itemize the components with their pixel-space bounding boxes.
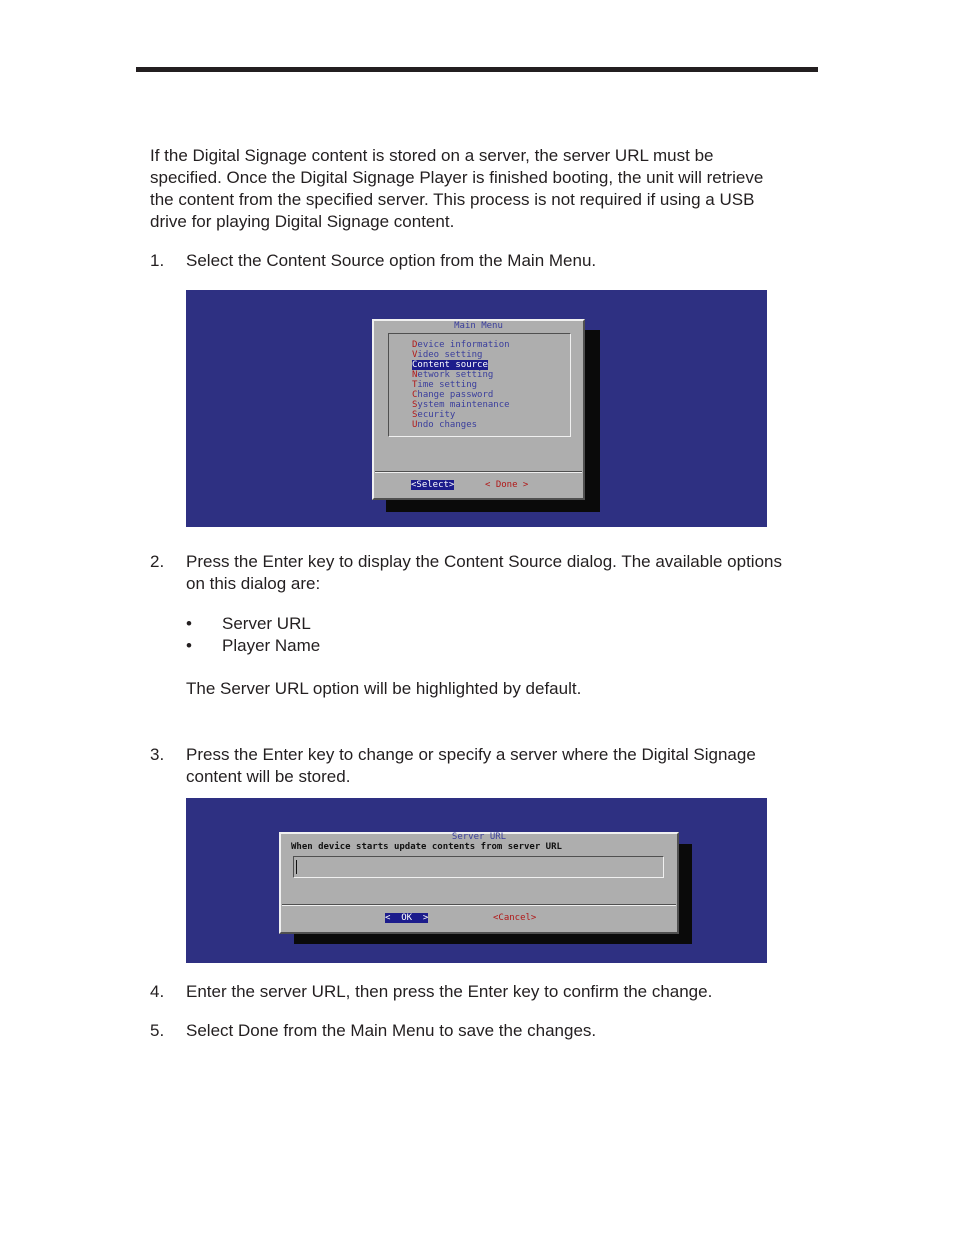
step-5-number: 5.: [150, 1021, 165, 1040]
button-separator: [282, 904, 676, 906]
header-rule: [136, 67, 818, 72]
step-1-text: Select the Content Source option from the Main Menu.: [186, 251, 597, 270]
intro-paragraph: If the Digital Signage content is stored on a server, the server URL must be specified. Once the Digital Signage Player is finished booting, the unit will retrieve the content from the specified server. This process is not required if using a USB drive for playing Digital Signage content.: [150, 146, 764, 231]
menu-item-time-setting[interactable]: Time setting: [412, 380, 478, 390]
option-server-url: Server URL: [222, 614, 311, 633]
text-cursor: [296, 860, 297, 874]
cancel-button[interactable]: <Cancel>: [493, 913, 537, 923]
button-separator: [375, 471, 582, 473]
step-4-text: Enter the server URL, then press the Enter key to confirm the change.: [186, 982, 713, 1001]
step-3-text: Press the Enter key to change or specify a server where the Digital Signage content will be stored.: [186, 745, 756, 786]
menu-item-network-setting[interactable]: Network setting: [412, 370, 494, 380]
ok-button[interactable]: < OK >: [385, 913, 429, 923]
menu-item-system-maintenance[interactable]: System maintenance: [412, 400, 510, 410]
menu-item-video-setting[interactable]: Video setting: [412, 350, 483, 360]
menu-item-device-information[interactable]: Device information: [412, 340, 510, 350]
server-url-input[interactable]: [293, 856, 664, 878]
option-player-name: Player Name: [222, 636, 321, 655]
server-url-title: Server URL: [451, 832, 507, 842]
menu-item-change-password[interactable]: Change password: [412, 390, 494, 400]
main-menu-screenshot: [186, 290, 767, 527]
main-menu-dialog: [372, 319, 585, 500]
step-3-number: 3.: [150, 745, 165, 764]
menu-item-security[interactable]: Security: [412, 410, 456, 420]
default-note: The Server URL option will be highlighted by default.: [186, 679, 582, 698]
menu-item-undo-changes[interactable]: Undo changes: [412, 420, 478, 430]
step-4-number: 4.: [150, 982, 165, 1001]
server-url-screenshot: [186, 798, 767, 963]
main-menu-title: Main Menu: [454, 321, 503, 331]
option-bullet: •: [186, 636, 192, 655]
menu-item-content-source[interactable]: Content source: [412, 360, 488, 370]
step-1-number: 1.: [150, 251, 165, 270]
step-2-number: 2.: [150, 552, 165, 571]
server-url-dialog: [279, 832, 679, 934]
option-bullet: •: [186, 614, 192, 633]
step-5-text: Select Done from the Main Menu to save the changes.: [186, 1021, 597, 1040]
done-button[interactable]: < Done >: [485, 480, 529, 490]
server-url-prompt: When device starts update contents from server URL: [291, 842, 562, 852]
step-2-text: Press the Enter key to display the Content Source dialog. The available options on this dialog are:: [186, 552, 782, 593]
select-button[interactable]: <Select>: [411, 480, 455, 490]
